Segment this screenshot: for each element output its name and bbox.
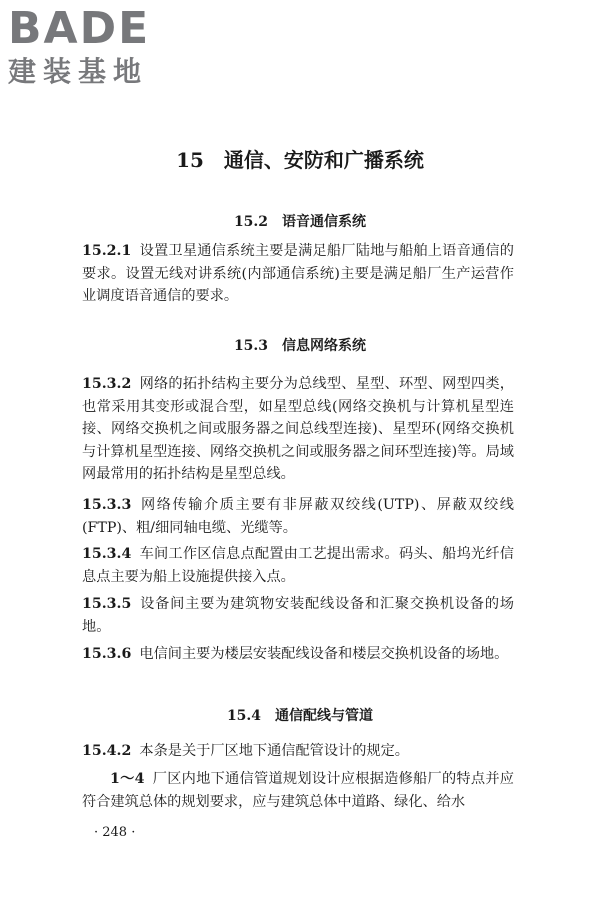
clause-text: 车间工作区信息点配置由工艺提出需求。码头、船坞光纤信息点主要为船上设施提供接入点。 <box>82 546 514 585</box>
clause-number: 15.3.4 <box>82 546 132 562</box>
section-title: 15.3 信息网络系统 <box>233 338 367 354</box>
logo-wordmark: BADE <box>8 3 151 54</box>
logo-subtitle: 建装基地 <box>8 55 149 88</box>
item-paragraph <box>82 768 514 813</box>
clause-text: 本条是关于厂区地下通信配管设计的规定。 <box>139 743 409 759</box>
clause-text: 电信间主要为楼层安装配线设备和楼层交换机设备的场地。 <box>139 646 509 662</box>
clause-text: 设置卫星通信系统主要是满足船厂陆地与船舶上语音通信的要求。设置无线对讲系统(内部通信系统)主要是满足船厂生产运营作业调度语音通信的要求。 <box>82 243 514 304</box>
section-title: 15.4 通信配线与管道 <box>226 708 374 724</box>
chapter-title: 15 通信、安防和广播系统 <box>176 148 424 172</box>
clause-paragraph <box>82 643 514 666</box>
item-text: 厂区内地下通信管道规划设计应根据造修船厂的特点并应符合建筑总体的规划要求，应与建筑总体中道路、绿化、给水 <box>82 771 514 810</box>
clause-number: 15.2.1 <box>82 243 132 259</box>
clause-number: 15.4.2 <box>82 743 132 759</box>
section-title: 15.2 语音通信系统 <box>233 214 367 230</box>
clause-number: 15.3.5 <box>82 596 132 612</box>
clause-text: 网络的拓扑结构主要分为总线型、星型、环型、网型四类，也常采用其变形或混合型，如星型总线(网络交换机与计算机星型连接、网络交换机之间或服务器之间总线型连接)、星型环(网络交换机与计算机星型连接、网络交换机之间或服务器之间环型连接)等。局域网最常用的拓扑结构是星型总线。 <box>82 376 514 482</box>
clause-paragraph <box>82 494 514 539</box>
clause-number: 15.3.3 <box>82 497 132 513</box>
clause-paragraph <box>82 373 514 486</box>
clause-paragraph <box>82 593 514 638</box>
bade-logo <box>8 4 178 90</box>
clause-text: 设备间主要为建筑物安装配线设备和汇聚交换机设备的场地。 <box>82 596 514 635</box>
clause-paragraph <box>82 740 514 763</box>
page-number: · 248 · <box>94 825 136 840</box>
clause-paragraph <box>82 240 514 308</box>
clause-text: 网络传输介质主要有非屏蔽双绞线(UTP)、屏蔽双绞线(FTP)、粗/细同轴电缆、光缆等。 <box>82 497 514 536</box>
clause-number: 15.3.2 <box>82 376 132 392</box>
clause-paragraph <box>82 543 514 588</box>
item-number: 1～4 <box>110 771 145 787</box>
clause-number: 15.3.6 <box>82 646 132 662</box>
